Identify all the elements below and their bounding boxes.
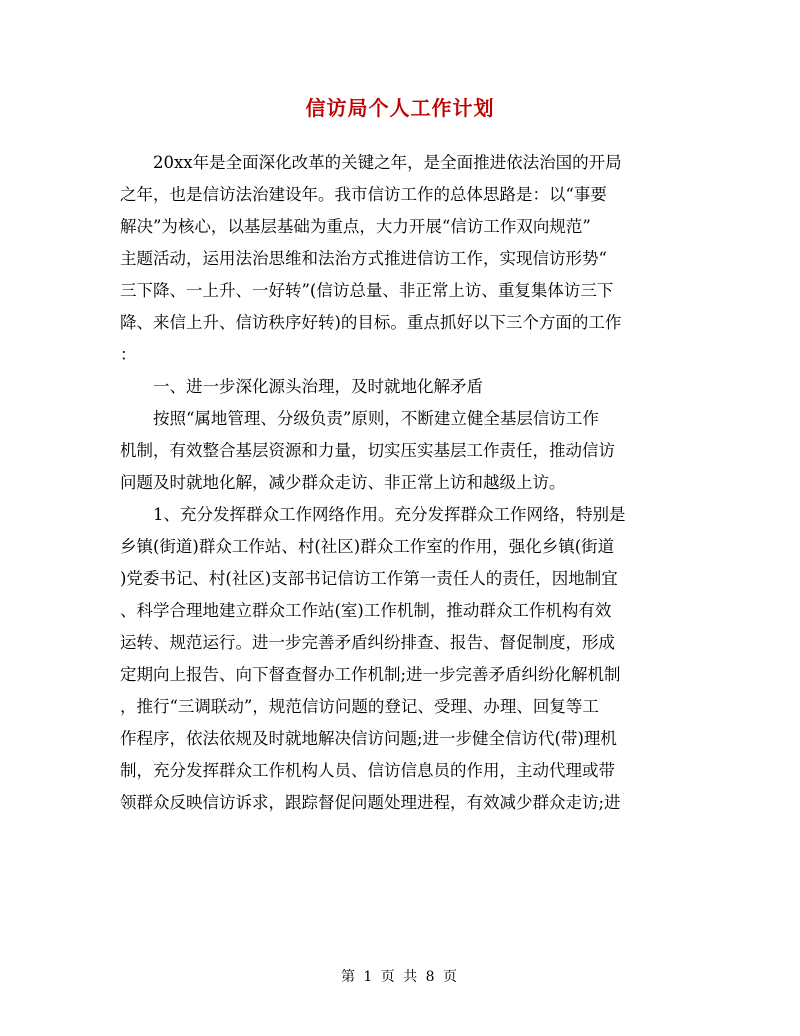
body-line: 制，充分发挥群众工作机构人员、信访信息员的作用，主动代理或带 — [120, 761, 615, 780]
body-line: ： — [120, 345, 137, 364]
body-line: 乡镇(街道)群众工作站、村(社区)群众工作室的作用，强化乡镇(街道 — [120, 537, 615, 556]
body-line: 之年，也是信访法治建设年。我市信访工作的总体思路是：以“事要 — [120, 185, 607, 204]
body-line: 定期向上报告、向下督查督办工作机制;进一步完善矛盾纠纷化解机制 — [120, 665, 621, 684]
body-line: 解决”为核心，以基层基础为重点，大力开展“信访工作双向规范” — [120, 217, 591, 236]
body-line: ，推行“三调联动”，规范信访问题的登记、受理、办理、回复等工 — [120, 697, 599, 716]
body-line: )党委书记、村(社区)支部书记信访工作第一责任人的责任，因地制宜 — [120, 569, 618, 588]
section-heading: 一、进一步深化源头治理，及时就地化解矛盾 — [120, 377, 483, 396]
body-line: 降、来信上升、信访秩序好转)的目标。重点抓好以下三个方面的工作 — [120, 313, 622, 332]
body-line: 按照“属地管理、分级负责”原则，不断建立健全基层信访工作 — [120, 409, 599, 428]
body-line: 三下降、一上升、一好转”(信访总量、非正常上访、重复集体访三下 — [120, 281, 614, 300]
body-line: 运转、规范运行。进一步完善矛盾纠纷排查、报告、督促制度，形成 — [120, 633, 615, 652]
body-line: 作程序，依法依规及时就地解决信访问题;进一步健全信访代(带)理机 — [120, 729, 617, 748]
body-line: 1、充分发挥群众工作网络作用。充分发挥群众工作网络，特别是 — [120, 505, 626, 524]
document-title: 信访局个人工作计划 — [305, 96, 495, 120]
body-line: 主题活动，运用法治思维和法治方式推进信访工作，实现信访形势“ — [120, 249, 607, 268]
document-body — [120, 147, 690, 819]
page-number-footer: 第 1 页 共 8 页 — [340, 969, 460, 985]
body-line: 20xx年是全面深化改革的关键之年，是全面推进依法治国的开局 — [120, 153, 622, 172]
body-line: 机制，有效整合基层资源和力量，切实压实基层工作责任，推动信访 — [120, 441, 615, 460]
body-line: 问题及时就地化解，减少群众走访、非正常上访和越级上访。 — [120, 473, 566, 492]
body-line: 、科学合理地建立群众工作站(室)工作机制，推动群众工作机构有效 — [120, 601, 612, 620]
body-line: 领群众反映信访诉求，跟踪督促问题处理进程，有效减少群众走访;进 — [120, 793, 621, 812]
